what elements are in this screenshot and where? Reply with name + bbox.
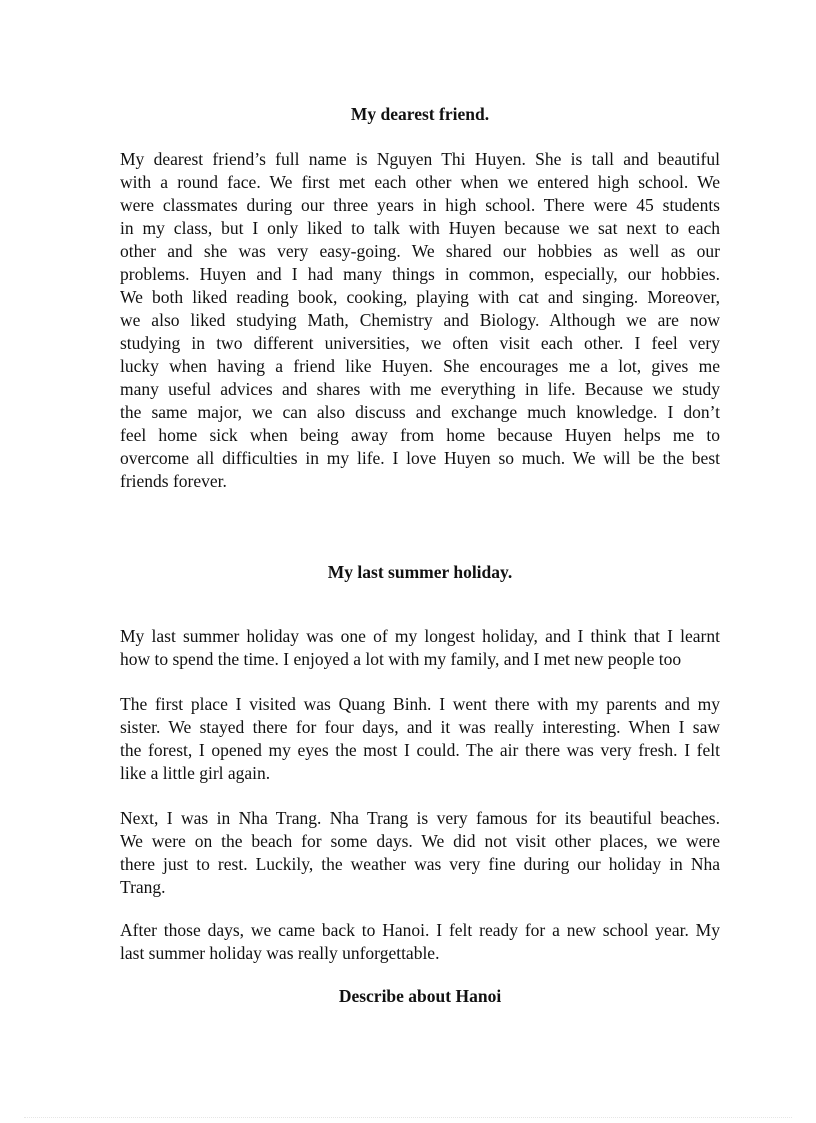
text-line: other and she was very easy-going. We shared our hobbies as well as our — [120, 241, 720, 261]
text-line: We were on the beach for some days. We did not visit other places, we were — [120, 831, 720, 851]
text-line: My dearest friend’s full name is Nguyen Thi Huyen. She is tall and beautiful — [120, 149, 720, 169]
section-title-dearest-friend: My dearest friend. — [350, 104, 490, 124]
text-line: studying in two different universities, we often visit each other. I feel very — [120, 333, 720, 353]
text-line: the same major, we can also discuss and exchange much knowledge. I don’t — [120, 402, 720, 422]
paragraph-nha-trang — [120, 807, 720, 899]
text-line: We both liked reading book, cooking, playing with cat and singing. Moreover, — [120, 287, 720, 307]
text-line: there just to rest. Luckily, the weather was very fine during our holiday in Nha — [120, 854, 720, 874]
text-line: many useful advices and shares with me everything in life. Because we study — [120, 379, 720, 399]
text-line: My last summer holiday was one of my longest holiday, and I think that I learnt — [120, 626, 720, 646]
document-page — [120, 0, 720, 1123]
page-bottom-divider — [24, 1117, 792, 1118]
section-title-summer-holiday: My last summer holiday. — [327, 562, 513, 582]
text-line: overcome all difficulties in my life. I love Huyen so much. We will be the best — [120, 448, 720, 468]
text-line: lucky when having a friend like Huyen. She encourages me a lot, gives me — [120, 356, 720, 376]
paragraph-hanoi-return — [120, 919, 720, 965]
text-line: like a little girl again. — [120, 763, 271, 783]
text-line: friends forever. — [120, 471, 227, 491]
text-line: were classmates during our three years in high school. There were 45 students — [120, 195, 720, 215]
text-line: the forest, I opened my eyes the most I could. The air there was very fresh. I felt — [120, 740, 720, 760]
paragraph-dearest-friend — [120, 148, 720, 493]
text-line: last summer holiday was really unforgettable. — [120, 943, 440, 963]
text-line: Next, I was in Nha Trang. Nha Trang is very famous for its beautiful beaches. — [120, 808, 720, 828]
text-line: Trang. — [120, 877, 166, 897]
text-line: with a round face. We first met each other when we entered high school. We — [120, 172, 720, 192]
text-line: sister. We stayed there for four days, and it was really interesting. When I saw — [120, 717, 720, 737]
paragraph-quang-binh — [120, 693, 720, 785]
text-line: in my class, but I only liked to talk with Huyen because we sat next to each — [120, 218, 720, 238]
paragraph-summer-intro — [120, 625, 720, 671]
text-line: feel home sick when being away from home because Huyen helps me to — [120, 425, 720, 445]
text-line: we also liked studying Math, Chemistry and Biology. Although we are now — [120, 310, 720, 330]
text-line: The first place I visited was Quang Binh. I went there with my parents and my — [120, 694, 720, 714]
text-line: problems. Huyen and I had many things in common, especially, our hobbies. — [120, 264, 720, 284]
text-line: After those days, we came back to Hanoi. I felt ready for a new school year. My — [120, 920, 720, 940]
text-line: how to spend the time. I enjoyed a lot with my family, and I met new people too — [120, 649, 682, 669]
section-title-describe-hanoi: Describe about Hanoi — [338, 986, 502, 1006]
